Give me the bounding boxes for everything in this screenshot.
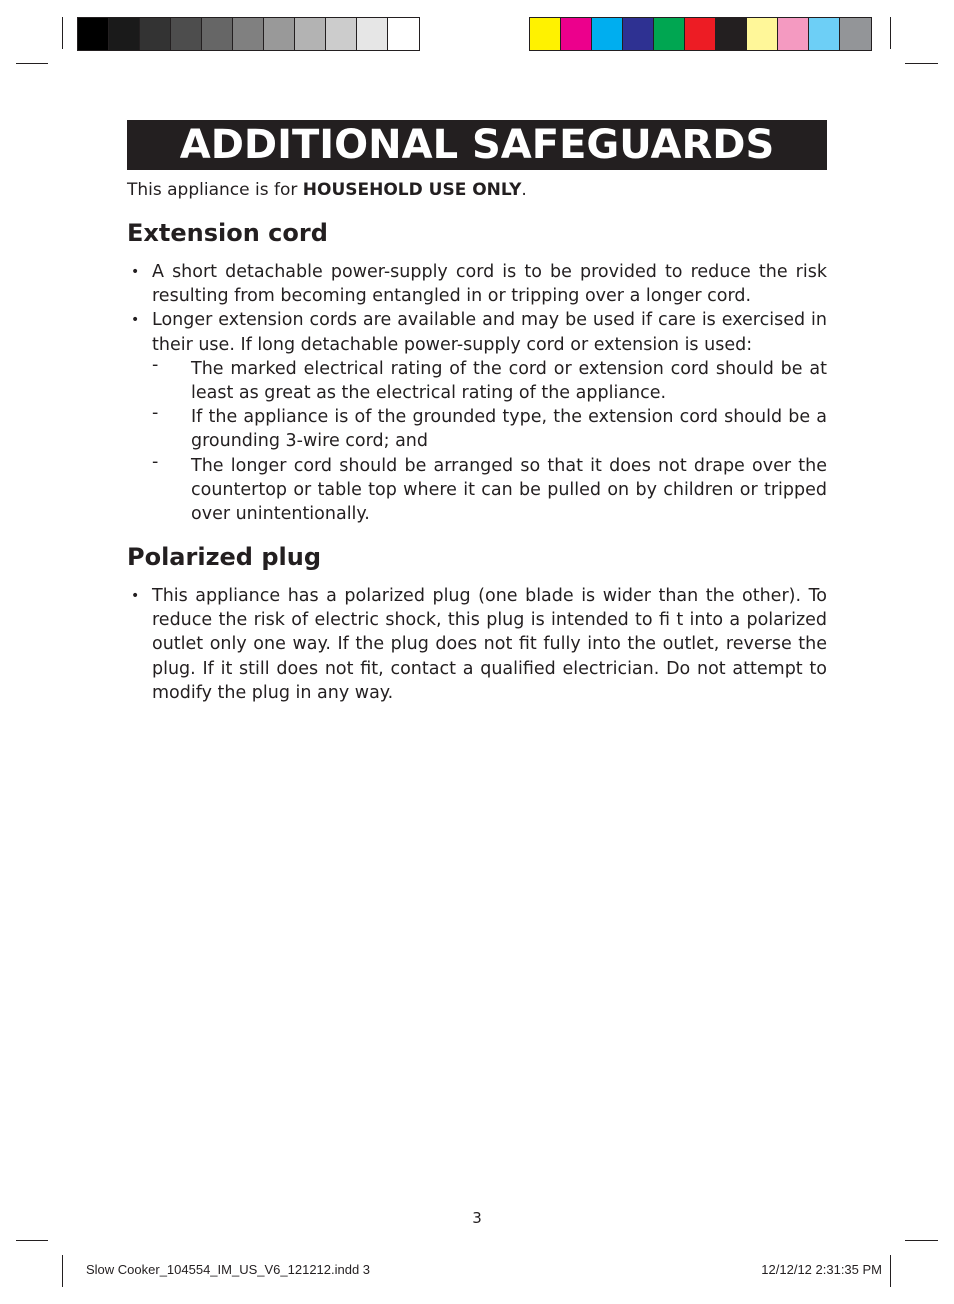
grayscale-color-bar bbox=[77, 17, 420, 51]
sub-list-item-text: The longer cord should be arranged so that it does not drape over the countertop or table top where it can be pulled on by children or tripped over unintentionally. bbox=[191, 455, 827, 525]
color-swatch bbox=[530, 18, 561, 50]
crop-mark bbox=[16, 1240, 48, 1241]
color-swatch bbox=[78, 18, 109, 50]
crop-mark bbox=[62, 1255, 63, 1287]
sub-list-item-text: The marked electrical rating of the cord or extension cord should be at least as great as the electrical rating of the appliance. bbox=[191, 358, 827, 404]
dash-glyph: - bbox=[152, 451, 159, 472]
color-swatch bbox=[140, 18, 171, 50]
intro-period: . bbox=[521, 180, 527, 200]
color-swatch bbox=[171, 18, 202, 50]
color-swatch bbox=[840, 18, 871, 50]
color-swatch bbox=[809, 18, 840, 50]
polarized-plug-heading: Polarized plug bbox=[127, 543, 322, 571]
list-item bbox=[127, 308, 827, 526]
color-swatch bbox=[202, 18, 233, 50]
intro-emphasis: HOUSEHOLD USE ONLY bbox=[302, 180, 522, 200]
color-swatch bbox=[623, 18, 654, 50]
color-swatch bbox=[264, 18, 295, 50]
list-item bbox=[127, 260, 827, 308]
sub-list-item bbox=[152, 405, 827, 453]
color-swatch bbox=[388, 18, 419, 50]
dash-glyph: - bbox=[152, 403, 159, 424]
color-swatch bbox=[654, 18, 685, 50]
polarized-plug-section bbox=[127, 584, 827, 705]
color-swatch bbox=[326, 18, 357, 50]
color-swatch bbox=[109, 18, 140, 50]
crop-mark bbox=[905, 1240, 938, 1241]
crop-mark bbox=[890, 1255, 891, 1287]
extension-cord-section bbox=[127, 260, 827, 526]
color-swatch bbox=[592, 18, 623, 50]
sub-list-item bbox=[152, 451, 827, 527]
page-number: 3 bbox=[472, 1209, 482, 1227]
color-swatch bbox=[295, 18, 326, 50]
color-swatch bbox=[685, 18, 716, 50]
crop-mark bbox=[62, 17, 63, 49]
footer-file-name: Slow Cooker_104554_IM_US_V6_121212.indd 3 bbox=[86, 1262, 371, 1277]
color-swatch bbox=[716, 18, 747, 50]
color-swatch bbox=[747, 18, 778, 50]
page-title: ADDITIONAL SAFEGUARDS bbox=[127, 120, 827, 170]
color-swatch bbox=[778, 18, 809, 50]
list-item-text: This appliance has a polarized plug (one blade is wider than the other). To reduce the risk of electric shock, this plug is intended to fi t into a polarized outlet only one way. If the plug does not fit fully into the outlet, reverse the plug. If it still does not fit, contact a qualified electrician. Do not attempt to modify the plug in any way. bbox=[152, 586, 827, 703]
bullet-glyph: • bbox=[131, 588, 140, 604]
dash-glyph: - bbox=[152, 354, 159, 375]
color-swatch bbox=[561, 18, 592, 50]
color-swatch bbox=[357, 18, 388, 50]
crop-mark bbox=[890, 17, 891, 49]
bullet-glyph: • bbox=[131, 264, 140, 280]
bullet-glyph: • bbox=[131, 312, 140, 329]
color-swatch bbox=[233, 18, 264, 50]
list-item-text: A short detachable power-supply cord is to be provided to reduce the risk resulting from becoming entangled in or tripping over a longer cord. bbox=[152, 262, 827, 307]
crop-mark bbox=[905, 63, 938, 64]
crop-mark bbox=[16, 63, 48, 64]
process-color-bar bbox=[529, 17, 872, 51]
footer-timestamp: 12/12/12 2:31:35 PM bbox=[761, 1262, 882, 1277]
extension-cord-heading: Extension cord bbox=[127, 219, 328, 247]
list-item bbox=[127, 584, 827, 705]
sub-list-item-text: If the appliance is of the grounded type, the extension cord should be a grounding 3-wire cord; and bbox=[191, 407, 827, 452]
intro-line bbox=[127, 178, 527, 202]
list-item-text: Longer extension cords are available and may be used if care is exercised in their use. If long detachable power-supply cord or extension is used: bbox=[152, 310, 827, 355]
intro-text: This appliance is for bbox=[127, 180, 303, 200]
sub-list-item bbox=[152, 354, 827, 405]
